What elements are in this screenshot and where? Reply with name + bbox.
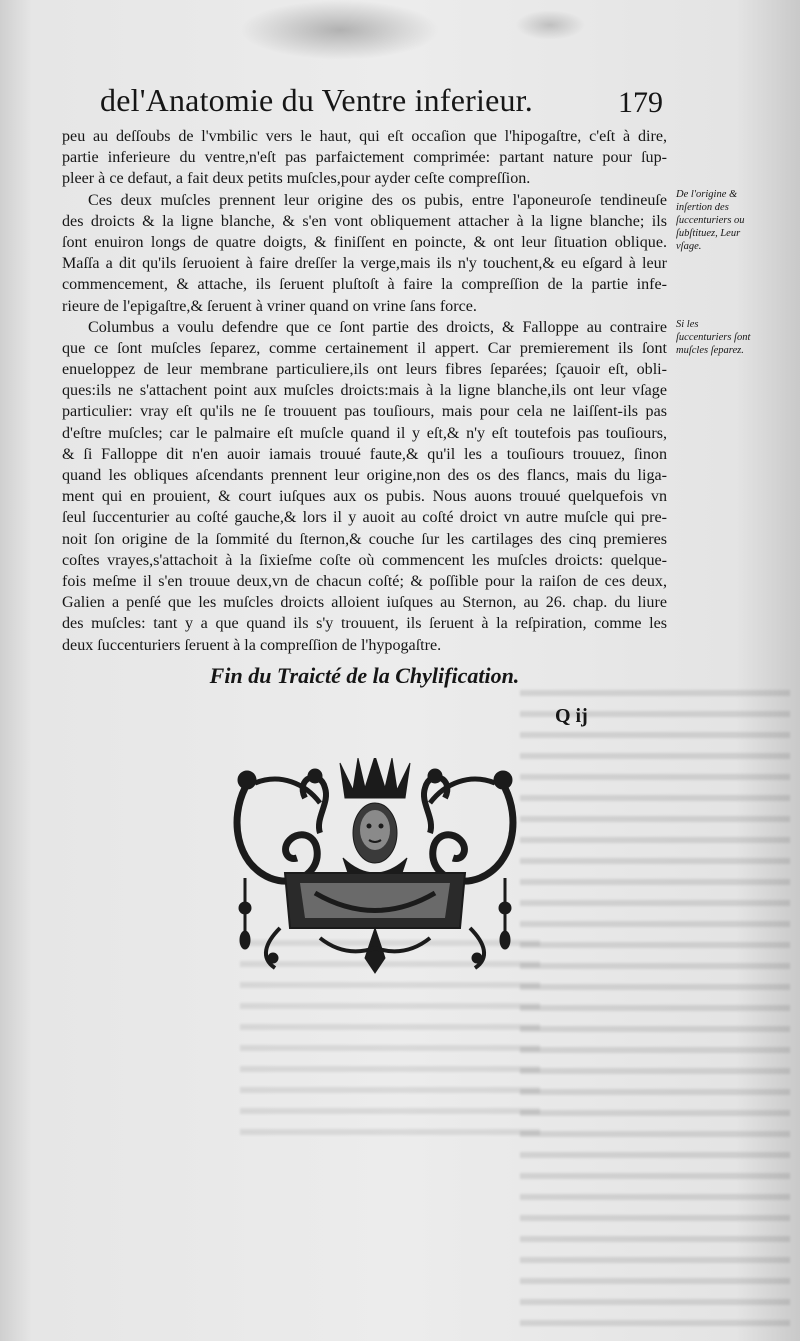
text-line: ment qui en prouient, & court iuſques aux os pubis. Nous auons trouué quelquefois vn (62, 488, 667, 506)
page-header (100, 82, 680, 132)
body-text (62, 126, 667, 656)
running-title: del'Anatomie du Ventre inferieur. (100, 82, 533, 118)
text-line: Ces deux muſcles prennent leur origine des os pubis, entre l'aponeuroſe tendineuſe (88, 191, 667, 209)
text-line: Columbus a voulu defendre que ce ſont partie des droicts, & Falloppe au contraire (88, 318, 667, 336)
bleed-through-text (520, 690, 790, 1330)
text-line: fois meſme il s'en trouue deux,vn de chacun coſté; & poſſible pour la raiſon de ces deux, (62, 572, 667, 590)
text-line: noit ſon origine de la ſommité du ſternon,& couche ſur les cartilages des cinq premieres (62, 530, 667, 548)
text-line: d'eſtre muſcles; car le palmaire eſt muſcle quand il y eſt,& n'y eſt toutefois pas touſiours, (62, 424, 667, 442)
text-line: enueloppez de leur membrane particuliere,ils ont leurs fibres ſeparées; ſçauoir eſt, obli- (62, 361, 667, 379)
margin-note-separate: Si les ſuccenturiers ſont muſcles ſeparez. (676, 319, 751, 356)
ornament-woodcut (225, 758, 525, 974)
text-line: partie inferieure du ventre,n'eſt pas parfaictement comprimée: partant nature pour ſup- (62, 149, 667, 167)
text-line: ſont enuiron longs de quatre doigts, & finiſſent en poincte, & ont leur ſituation oblique. (62, 233, 667, 251)
text-line: rieure de l'epigaſtre,& ſeruent à vriner quand on vrine ſans force. (62, 297, 477, 315)
text-line: Galien a penſé que les muſcles droicts alloient iuſques au Sternon, au 26. chap. du liure (62, 594, 667, 612)
text-line: particulier: vray eſt qu'ils ne ſe trouuent pas touſiours, mais pour cela ne laiſſent-ils pas (62, 403, 667, 421)
text-line: ſeul ſuccenturier au coſté gauche,& lors il y auoit au coſté droict vn autre muſcle qui pre- (62, 509, 667, 527)
text-line: ques:ils ne s'attachent point aux muſcles droicts:mais à la ligne blanche,ils ont leur vſage (62, 382, 667, 400)
text-line: deux ſuccenturiers ſeruent à la compreſſion de l'hypogaſtre. (62, 636, 442, 654)
ink-stain (240, 0, 440, 60)
text-line: pleer à ce defaut, a fait deux petits muſcles,pour ayder ceſte compreſſion. (62, 170, 531, 188)
text-line: commencement, & attache, ils ſeruent pluſtoſt à faire la compreſſion de la partie infe- (62, 276, 667, 294)
text-line: que ce ſont muſcles ſeparez, comme certainement il appert. Car premierement ils ſont (62, 339, 667, 357)
signature-mark: Q ij (555, 705, 588, 727)
page-number: 179 (618, 86, 663, 119)
text-line: Maſſa a dit qu'ils ſeruoient à faire dreſſer la verge,mais ils n'y touchent,& eu eſgard à leur (62, 255, 667, 273)
text-line: quand les obliques aſcendants prennent leur origine,non des os des flancs, mais du liga- (62, 467, 667, 485)
end-title: Fin du Traicté de la Chylification. (209, 663, 520, 688)
margin-note-origin: De l'origine & inſertion des ſuccenturiers ou ſubſtituez, Leur vſage. (676, 189, 745, 252)
ink-stain (515, 10, 585, 40)
text-line: des muſcles: tant y a que quand ils s'y trouuent, ils ſeruent à la reſpiration, comme les (62, 615, 667, 633)
text-line: & ſi Falloppe dit n'en auoir iamais trouué faute,& qu'il les a touſiours trouuez, ſinon (62, 445, 667, 463)
text-line: coſtes vrayes,s'attachoit à la ſixieſme coſte où commencent les muſcles droicts: quelque- (62, 551, 667, 569)
text-line: peu au deſſoubs de l'vmbilic vers le haut, qui eſt occaſion que l'hipogaſtre, c'eſt à dire, (62, 128, 667, 145)
text-line: des droicts & la ligne blanche, & s'en vont obliquement attacher à la ligne blanche; ils (62, 212, 667, 230)
